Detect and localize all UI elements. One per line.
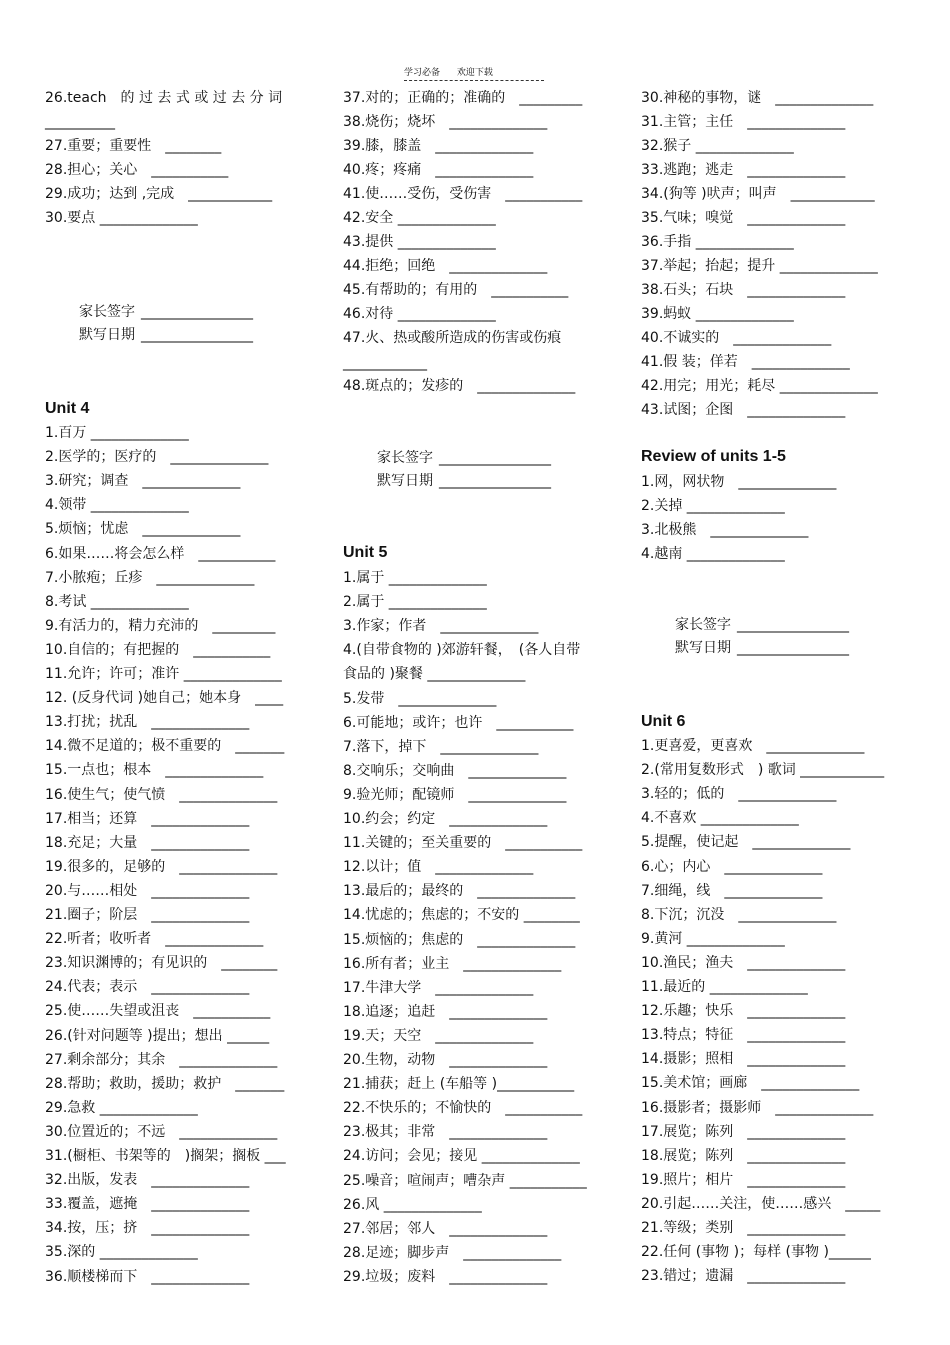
vocab-item: 2.属于 ______________ (343, 594, 487, 611)
vocab-item: 20.与……相处 ______________ (45, 882, 250, 899)
vocab-item: 5.烦恼；忧虑 ______________ (45, 521, 241, 538)
vocab-item: 17.牛津大学 ______________ (343, 979, 534, 996)
vocab-item: 19.照片；相片 ______________ (641, 1171, 846, 1188)
vocab-item: 26.teach 的 过 去 式 或 过 去 分 词 (45, 90, 283, 106)
vocab-item: 32.猴子 ______________ (641, 138, 794, 154)
vocab-item: 28.帮助；救助，援助；救护 _______ (45, 1075, 285, 1092)
vocab-item: 10.自信的；有把握的 ___________ (45, 641, 271, 658)
vocab-item: 30.要点 ______________ (45, 210, 198, 226)
dictation-date-field (675, 615, 849, 635)
vocab-item: 3.研究；调查 ______________ (45, 473, 241, 490)
vocab-item: 12.乐趣；快乐 ______________ (641, 1003, 846, 1020)
vocab-item: 43.试图；企图 ______________ (641, 402, 846, 418)
header-right: 欢迎下载 (456, 68, 493, 78)
vocab-item: 6.可能地；或许；也许 ___________ (343, 714, 574, 731)
vocab-item: 21.捕获；赶上 (车船等 )___________ (343, 1076, 575, 1093)
vocab-item: 22.不快乐的；不愉快的 ___________ (343, 1100, 583, 1117)
dictation-date-field (79, 302, 253, 322)
vocab-item: 7.细绳，线 ______________ (641, 882, 823, 899)
vocab-item: 15.美术馆；画廊 ______________ (641, 1075, 860, 1092)
vocab-item: 21.等级；类别 ______________ (641, 1220, 846, 1236)
vocab-item: 14.忧虑的；焦虑的；不安的 ________ (343, 907, 580, 924)
vocab-item: 6.心；内心 ______________ (641, 858, 823, 875)
vocab-item: 3.轻的；低的 ______________ (641, 786, 837, 803)
vocab-item: 39.蚂蚁 ______________ (641, 306, 794, 322)
blank-line: ________________ (737, 617, 849, 633)
dictation-date-field (675, 638, 849, 658)
vocab-item: 8.下沉；沉没 ______________ (641, 906, 837, 923)
vocab-item: 38.石头；石块 ______________ (641, 282, 846, 298)
vocab-item: 31.(橱柜、书架等的 )搁架；搁板 ___ (45, 1148, 286, 1164)
vocab-item: 43.提供 ______________ (343, 234, 496, 250)
vocab-item: 1.百万 ______________ (45, 425, 189, 441)
header-left: 学习必备 (404, 68, 441, 78)
unit-heading: Unit 5 (343, 544, 388, 561)
vocab-item: 24.代表；表示 ______________ (45, 979, 250, 996)
vocab-item: 29.垃圾；废料 ______________ (343, 1268, 548, 1285)
vocab-item: 1.网，网状物 ______________ (641, 474, 837, 490)
vocab-item: 11.关键的；至关重要的 ___________ (343, 835, 583, 852)
vocab-item: 9.有活力的，精力充沛的 _________ (45, 617, 276, 634)
vocab-item: 4.领带 ______________ (45, 497, 189, 514)
vocab-item: 8.考试 ______________ (45, 593, 189, 610)
vocab-item: 13.打扰；扰乱 ______________ (45, 714, 250, 731)
vocab-item: 26.风 ______________ (343, 1196, 482, 1213)
dictation-date-field (377, 448, 551, 468)
vocab-item: 1.更喜爱，更喜欢 ______________ (641, 738, 865, 754)
vocab-item: 28.足迹；脚步声 ______________ (343, 1244, 562, 1261)
vocab-item: 13.最后的；最终的 ______________ (343, 883, 576, 900)
vocab-item: 4.(自带食物的 )郊游轩餐， (各人自带 (343, 642, 581, 659)
vocab-item: 17.相当；还算 ______________ (45, 810, 250, 827)
vocab-item: 27.重要；重要性 ________ (45, 138, 222, 154)
field-label: 默写日期 (377, 473, 433, 489)
vocab-item: 24.访问；会见；接见 ______________ (343, 1148, 580, 1165)
vocab-item: 40.疼；疼痛 ______________ (343, 162, 534, 178)
vocab-item: 36.顺楼梯而下 ______________ (45, 1268, 250, 1285)
vocab-item: 20.引起……关注，使……感兴 _____ (641, 1195, 881, 1212)
vocab-item: 42.安全 ______________ (343, 210, 496, 226)
vocab-item: 14.微不足道的；极不重要的 _______ (45, 738, 285, 755)
vocab-item: 48.斑点的；发疹的 ______________ (343, 378, 576, 394)
vocab-item: 15.烦恼的；焦虑的 ______________ (343, 931, 576, 948)
vocab-item: 7.小脓疱；丘疹 ______________ (45, 569, 255, 586)
vocab-item: 33.逃跑；逃走 ______________ (641, 162, 846, 178)
vocab-item: 18.展览；陈列 ______________ (641, 1147, 846, 1164)
vocab-item: 40.不诚实的 ______________ (641, 330, 832, 346)
vocab-item: 41.假 装；佯若 ______________ (641, 354, 850, 370)
blank-line: ________________ (737, 640, 849, 656)
vocab-item: 6.如果……将会怎么样 ___________ (45, 545, 276, 562)
vocab-item: 10.约会；约定 ______________ (343, 811, 548, 827)
vocab-item: 11.最近的 ______________ (641, 979, 808, 995)
vocab-item: 5.发带 ______________ (343, 690, 497, 707)
vocab-item: 8.交响乐；交响曲 ______________ (343, 762, 567, 779)
vocab-item: 44.拒绝；回绝 ______________ (343, 258, 548, 274)
vocab-item: 29.成功；达到 ,完成 ____________ (45, 186, 273, 202)
vocab-item: 35.深的 ______________ (45, 1244, 198, 1261)
vocab-item: 33.覆盖，遮掩 ______________ (45, 1196, 250, 1213)
vocab-item: 10.渔民；渔夫 ______________ (641, 954, 846, 971)
vocab-item: 13.特点；特征 ______________ (641, 1027, 846, 1044)
vocab-item: 2.(常用复数形式 ) 歌词 ____________ (641, 762, 885, 779)
vocab-item: 4.越南 ______________ (641, 546, 785, 562)
vocab-item: 47.火、热或酸所造成的伤害或伤痕 (343, 330, 562, 346)
blank-line: ________________ (439, 450, 551, 466)
vocab-item: 34.按，压；挤 ______________ (45, 1220, 250, 1237)
vocab-item: 30.神秘的事物，谜 ______________ (641, 90, 874, 106)
vocab-item: 39.膝，膝盖 ______________ (343, 138, 534, 154)
vocab-item: 38.烧伤；烧坏 ______________ (343, 114, 548, 130)
vocab-item: 37.举起；抬起；提升 ______________ (641, 258, 878, 274)
vocab-item: 23.极其；非常 ______________ (343, 1124, 548, 1141)
vocab-item: 1.属于 ______________ (343, 570, 487, 586)
vocab-item: 16.摄影者；摄影师 ______________ (641, 1099, 874, 1116)
vocab-item: 2.医学的；医疗的 ______________ (45, 449, 269, 466)
vocab-item: 36.手指 ______________ (641, 234, 794, 250)
field-label: 家长签字 (377, 450, 433, 466)
vocab-item: 3.作家；作者 ______________ (343, 618, 539, 635)
vocab-item: 23.知识渊博的；有见识的 ________ (45, 955, 278, 972)
vocab-item: 42.用完；用光；耗尽 ______________ (641, 378, 878, 394)
vocab-item: 25.使……失望或沮丧 ___________ (45, 1003, 271, 1020)
vocab-item: 9.黄河 ______________ (641, 930, 785, 947)
vocab-item: 37.对的；正确的；准确的 _________ (343, 90, 583, 106)
vocab-item: 16.所有者；业主 ______________ (343, 955, 562, 972)
unit-heading: Unit 6 (641, 713, 686, 730)
blank-line: ________________ (439, 473, 551, 489)
vocab-item: 5.提醒，使记起 ______________ (641, 834, 851, 851)
vocab-item: 7.落下，掉下 ______________ (343, 738, 539, 755)
vocab-item: 35.气味；嗅觉 ______________ (641, 210, 846, 226)
vocab-item: 21.圈子；阶层 ______________ (45, 907, 250, 923)
vocab-item: 19.很多的，足够的 ______________ (45, 858, 278, 875)
vocab-item: 3.北极熊 ______________ (641, 522, 809, 538)
vocab-item: 34.(狗等 )吠声；叫声 ____________ (641, 186, 875, 202)
page-header (404, 66, 544, 81)
vocab-item: 23.错过；遗漏 ______________ (641, 1268, 846, 1285)
blank-line: ________________ (141, 327, 253, 343)
vocab-item: 4.不喜欢 ______________ (641, 810, 799, 827)
vocab-item: 18.充足；大量 ______________ (45, 834, 250, 851)
vocab-item: 29.急救 ______________ (45, 1099, 198, 1116)
vocab-item: 16.使生气；使气愤 ______________ (45, 786, 278, 803)
vocab-item: 9.验光师；配镜师 ______________ (343, 786, 567, 803)
vocab-item: 28.担心；关心 ___________ (45, 162, 229, 178)
vocab-item: 30.位置近的；不远 ______________ (45, 1123, 278, 1140)
vocab-item: 食品的 )聚餐 ______________ (343, 666, 526, 683)
vocab-item: 12. (反身代词 )她自己；她本身 ____ (45, 690, 284, 707)
dictation-date-field (377, 471, 551, 491)
vocab-item: 19.天；天空 ______________ (343, 1027, 534, 1044)
vocab-item: 32.出版，发表 ______________ (45, 1172, 250, 1189)
unit-heading: Unit 4 (45, 400, 90, 417)
blank-line: ________________ (141, 304, 253, 320)
unit-heading: Review of units 1-5 (641, 448, 786, 465)
vocab-item: 11.允许；许可；准许 ______________ (45, 666, 282, 682)
vocab-item: 31.主管；主任 ______________ (641, 114, 846, 130)
dictation-date-field (79, 325, 253, 345)
vocab-item: 18.追逐；追赶 ______________ (343, 1003, 548, 1020)
vocab-item: 17.展览；陈列 ______________ (641, 1123, 846, 1140)
vocab-item: 2.关掉 ______________ (641, 498, 785, 514)
vocab-item: 15.一点也；根本 ______________ (45, 762, 264, 779)
vocab-item-continued: ____________ (343, 355, 427, 371)
vocab-item: 45.有帮助的；有用的 ___________ (343, 282, 569, 298)
field-label: 家长签字 (79, 304, 135, 320)
field-label: 默写日期 (79, 327, 135, 343)
vocab-item: 20.生物，动物 ______________ (343, 1052, 548, 1068)
vocab-item: 27.剩余部分；其余 ______________ (45, 1051, 278, 1068)
vocab-item: 25.噪音；喧闹声；嘈杂声 ___________ (343, 1172, 587, 1189)
field-label: 家长签字 (675, 617, 731, 633)
vocab-item: 12.以计；值 ______________ (343, 859, 534, 876)
vocab-item: 41.使……受伤，受伤害 ___________ (343, 186, 583, 202)
vocab-item: 26.(针对问题等 )提出；想出 ______ (45, 1027, 270, 1044)
vocab-item: 27.邻居；邻人 ______________ (343, 1220, 548, 1237)
vocab-item: __________ (45, 114, 115, 130)
vocab-item: 46.对待 ______________ (343, 306, 496, 322)
vocab-item: 22.听者；收听者 ______________ (45, 931, 264, 948)
vocab-item: 14.摄影；照相 ______________ (641, 1051, 846, 1068)
field-label: 默写日期 (675, 640, 731, 656)
vocab-item: 22.任何 (事物 )；每样 (事物 )______ (641, 1244, 871, 1261)
